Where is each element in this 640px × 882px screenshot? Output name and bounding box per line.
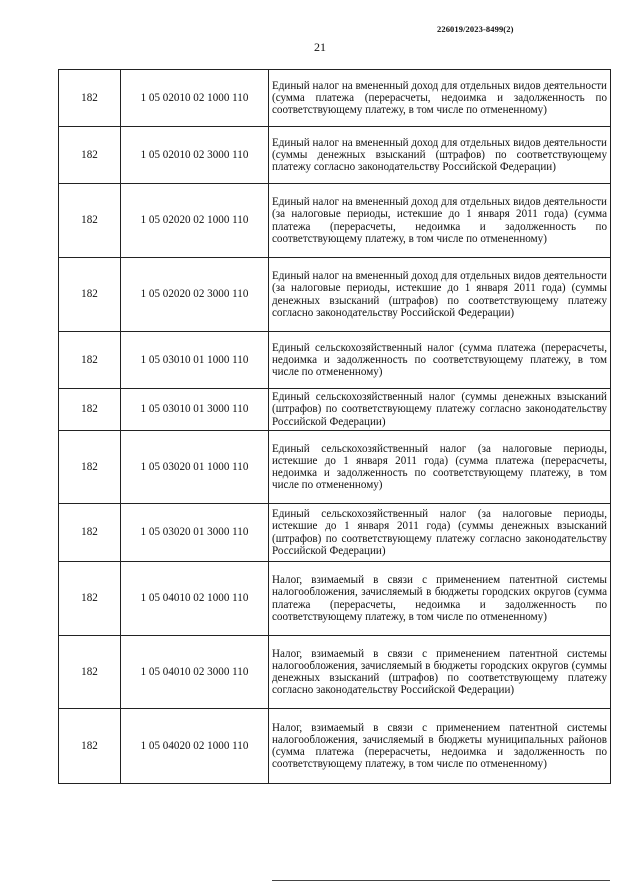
table-row [59, 636, 611, 709]
table-row [59, 332, 611, 389]
admin-code-cell: 182 [59, 709, 121, 784]
budget-code-cell: 1 05 03020 01 1000 110 [121, 431, 269, 504]
admin-code-cell: 182 [59, 332, 121, 389]
page-number: 21 [314, 40, 326, 54]
budget-code-cell: 1 05 03010 01 3000 110 [121, 389, 269, 431]
description-cell: Налог, взимаемый в связи с применением патентной системы налогообложения, зачисляемый в бюджеты городских округов (суммы денежных взысканий (штрафов) по соответствующему платежу согласно законодательству Российской Федерации) [269, 636, 611, 709]
admin-code-cell: 182 [59, 70, 121, 127]
budget-code-cell: 1 05 02010 02 3000 110 [121, 127, 269, 184]
description-cell: Единый сельскохозяйственный налог (суммы денежных взысканий (штрафов) по соответствующему платежу согласно законодательству Российской Федерации) [269, 389, 611, 431]
description-cell: Единый сельскохозяйственный налог (за налоговые периоды, истекшие до 1 января 2011 года) (суммы денежных взысканий (штрафов) по соответствующему платежу согласно законодательству Российской Федерации) [269, 504, 611, 562]
description-cell: Единый сельскохозяйственный налог (за налоговые периоды, истекшие до 1 января 2011 года) (сумма платежа (перерасчеты, недоимка и задолженность по соответствующему платежу, в том числе по отмененному) [269, 431, 611, 504]
budget-code-cell: 1 05 03020 01 3000 110 [121, 504, 269, 562]
budget-code-cell: 1 05 03010 01 1000 110 [121, 332, 269, 389]
admin-code-cell: 182 [59, 504, 121, 562]
table-row [59, 258, 611, 332]
admin-code-cell: 182 [59, 258, 121, 332]
budget-code-cell: 1 05 02010 02 1000 110 [121, 70, 269, 127]
budget-code-cell: 1 05 04010 02 1000 110 [121, 562, 269, 636]
table-row [59, 709, 611, 784]
footer-divider [272, 880, 610, 881]
admin-code-cell: 182 [59, 636, 121, 709]
description-cell: Единый налог на вмененный доход для отдельных видов деятельности (за налоговые периоды, истекшие до 1 января 2011 года) (сумма платежа (перерасчеты, недоимка и задолженность по соответствующему платежу, в том числе по отмененному) [269, 184, 611, 258]
admin-code-cell: 182 [59, 184, 121, 258]
table-row [59, 70, 611, 127]
description-cell: Налог, взимаемый в связи с применением патентной системы налогообложения, зачисляемый в бюджеты муниципальных районов (сумма платежа (перерасчеты, недоимка и задолженность по соответствующему платежу, в том числе по отмененному) [269, 709, 611, 784]
table-row [59, 127, 611, 184]
budget-code-cell: 1 05 02020 02 3000 110 [121, 258, 269, 332]
description-cell: Единый налог на вмененный доход для отдельных видов деятельности (за налоговые периоды, истекшие до 1 января 2011 года) (суммы денежных взысканий (штрафов) по соответствующему платежу согласно законодательству Российской Федерации) [269, 258, 611, 332]
table-row [59, 431, 611, 504]
description-cell: Единый налог на вмененный доход для отдельных видов деятельности (сумма платежа (перерасчеты, недоимка и задолженность по соответствующему платежу, в том числе по отмененному) [269, 70, 611, 127]
budget-code-cell: 1 05 04020 02 1000 110 [121, 709, 269, 784]
admin-code-cell: 182 [59, 562, 121, 636]
description-cell: Налог, взимаемый в связи с применением патентной системы налогообложения, зачисляемый в бюджеты городских округов (сумма платежа (перерасчеты, недоимка и задолженность по соответствующему платежу, в том числе по отмененному) [269, 562, 611, 636]
income-codes-table [58, 69, 611, 784]
table-row [59, 389, 611, 431]
budget-code-cell: 1 05 04010 02 3000 110 [121, 636, 269, 709]
description-cell: Единый сельскохозяйственный налог (сумма платежа (перерасчеты, недоимка и задолженность по соответствующему платежу, в том числе по отмененному) [269, 332, 611, 389]
admin-code-cell: 182 [59, 127, 121, 184]
admin-code-cell: 182 [59, 389, 121, 431]
admin-code-cell: 182 [59, 431, 121, 504]
table-row [59, 562, 611, 636]
table-row [59, 504, 611, 562]
budget-code-cell: 1 05 02020 02 1000 110 [121, 184, 269, 258]
document-number: 226019/2023-8499(2) [437, 24, 514, 34]
table-row [59, 184, 611, 258]
description-cell: Единый налог на вмененный доход для отдельных видов деятельности (суммы денежных взысканий (штрафов) по соответствующему платежу согласно законодательству Российской Федерации) [269, 127, 611, 184]
